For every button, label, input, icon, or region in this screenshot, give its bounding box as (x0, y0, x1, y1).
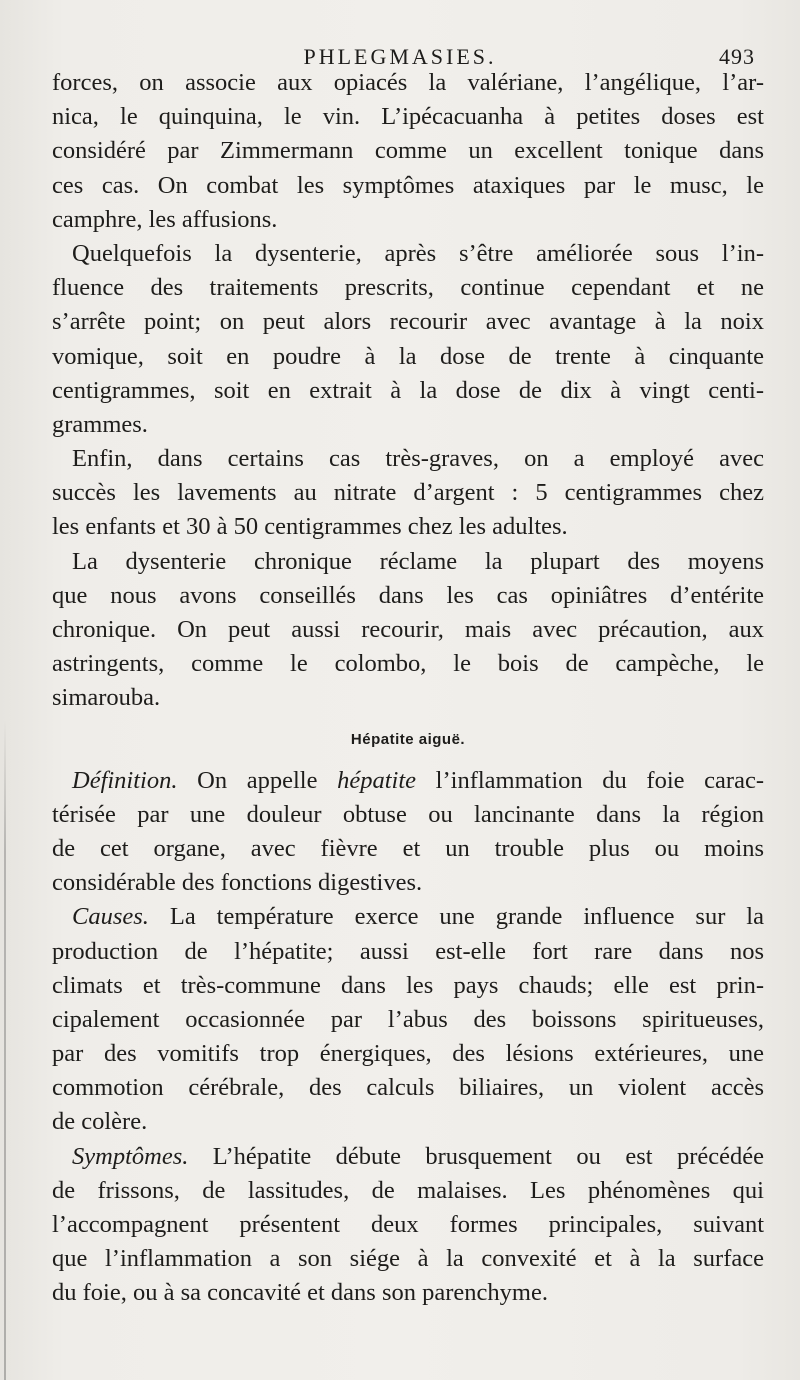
text-line: que nous avons conseillés dans les cas opiniâtres d’entérite (52, 581, 764, 609)
section-heading: Hépatite aiguë. (350, 730, 466, 748)
text-line: les enfants et 30 à 50 centigrammes chez les adultes. (52, 513, 568, 541)
text-line: que l’inflammation a son siége à la convexité et à la surface (52, 1245, 764, 1273)
text-line (52, 764, 764, 798)
text-line (52, 1140, 764, 1174)
text-line: de cet organe, avec fièvre et un trouble plus ou moins (52, 834, 764, 862)
definition-label: Définition. (72, 766, 178, 794)
text-line: de frissons, de lassitudes, de malaises. Les phénomènes qui (52, 1176, 764, 1204)
text-line: s’arrête point; on peut alors recourir avec avantage à la noix (52, 308, 764, 336)
text-line: production de l’hépatite; aussi est-elle fort rare dans nos (52, 937, 764, 965)
text-line: centigrammes, soit en extrait à la dose de dix à vingt centi- (52, 376, 764, 404)
text-line: nica, le quinquina, le vin. L’ipécacuanha à petites doses est (52, 103, 764, 131)
text-line: Quelquefois la dysenterie, après s’être améliorée sous l’in- (72, 239, 764, 267)
text-line: de colère. (52, 1108, 148, 1136)
symptoms-label: Symptômes. (72, 1142, 189, 1170)
text-line: considéré par Zimmermann comme un excellent tonique dans (52, 137, 764, 165)
text-line: par des vomitifs trop énergiques, des lésions extérieures, une (52, 1040, 764, 1068)
text-line: cipalement occasionnée par l’abus des boissons spiritueuses, (52, 1005, 764, 1033)
text-line: La dysenterie chronique réclame la plupart des moyens (72, 547, 764, 575)
paragraph-definition (52, 764, 764, 901)
text-line: climats et très-commune dans les pays chauds; elle est prin- (52, 971, 764, 999)
paragraph-symptomes (52, 1140, 764, 1311)
text-line: astringents, comme le colombo, le bois de campèche, le (52, 650, 764, 678)
text-line: considérable des fonctions digestives. (52, 869, 423, 897)
causes-label: Causes. (72, 903, 149, 931)
symptoms-text: L’hépatite débute brusquement ou est précédée (188, 1142, 764, 1170)
text-line (52, 900, 764, 934)
paragraph-causes (52, 900, 764, 1139)
definition-text: l’inflammation du foie carac- (416, 766, 764, 794)
running-title: PHLEGMASIES. (303, 44, 497, 69)
paragraph-opiates (52, 66, 764, 237)
text-line: Enfin, dans certains cas très-graves, on a employé avec (72, 445, 764, 473)
text-line: térisée par une douleur obtuse ou lancinante dans la région (52, 800, 764, 828)
causes-text: La température exerce une grande influence sur la (148, 903, 764, 931)
text-line: commotion cérébrale, des calculs biliaires, un violent accès (52, 1074, 764, 1102)
binding-edge-shadow (4, 720, 6, 1380)
text-line: chronique. On peut aussi recourir, mais avec précaution, aux (52, 616, 764, 643)
text-line: du foie, ou à sa concavité et dans son parenchyme. (52, 1279, 548, 1307)
paragraph-lavements (52, 442, 764, 545)
text-line: fluence des traitements prescrits, continue cependant et ne (52, 274, 764, 302)
definition-text: On appelle (177, 766, 338, 794)
text-line: vomique, soit en poudre à la dose de trente à cinquante (52, 342, 764, 370)
page-number: 493 (719, 44, 755, 69)
text-line: forces, on associe aux opiacés la valériane, l’angélique, l’ar- (52, 69, 764, 96)
term-hepatite: hépatite (337, 766, 417, 794)
text-line: camphre, les affusions. (52, 205, 278, 233)
text-line: simarouba. (52, 684, 161, 712)
paragraph-dysenterie-chronique (52, 545, 764, 716)
text-line: l’accompagnent présentent deux formes principales, suivant (52, 1211, 764, 1238)
text-line: succès les lavements au nitrate d’argent : 5 centigrammes chez (52, 479, 764, 507)
body-text (52, 66, 764, 1311)
paragraph-noix-vomique (52, 237, 764, 442)
text-line: ces cas. On combat les symptômes ataxiques par le musc, le (52, 171, 764, 199)
text-line: grammes. (52, 410, 148, 438)
